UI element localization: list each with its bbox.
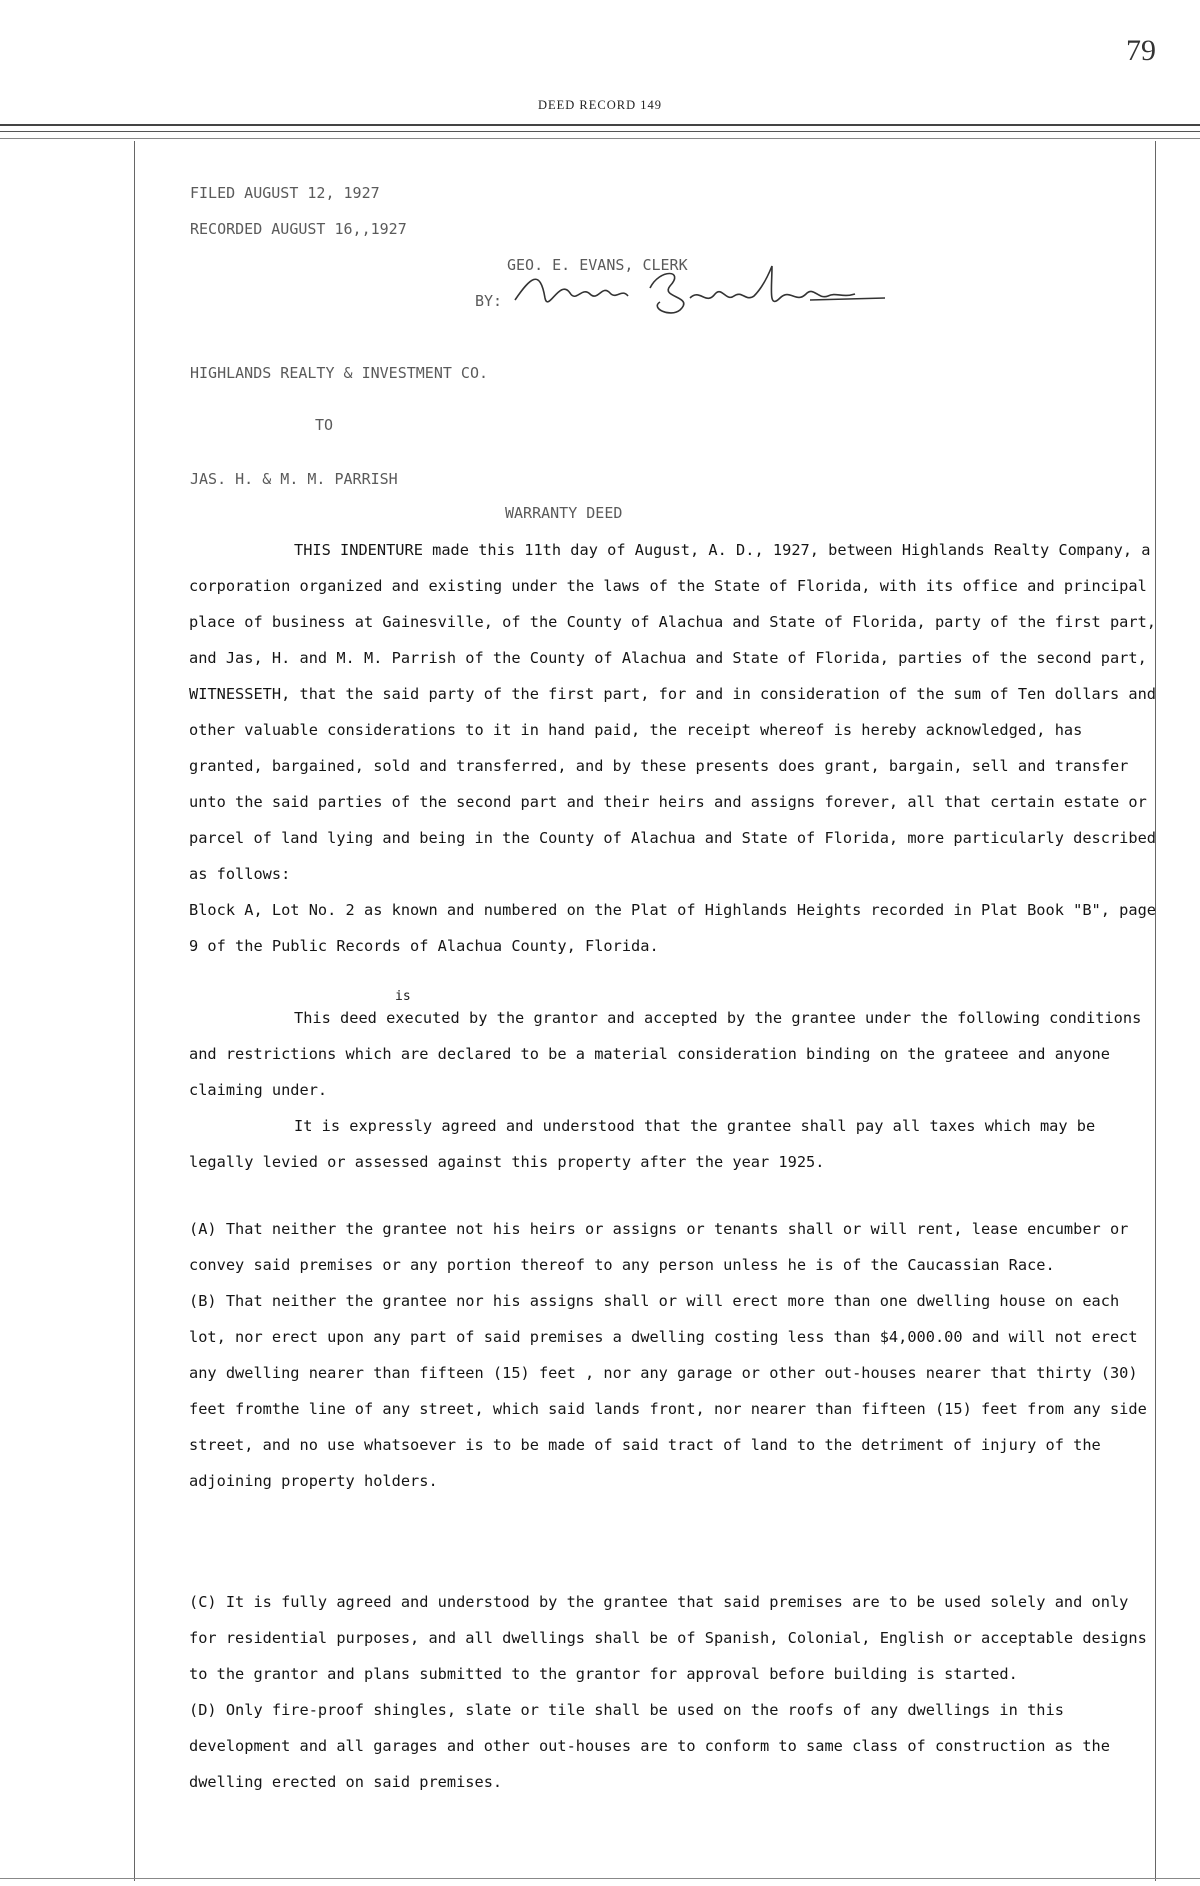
bottom-rule — [0, 1878, 1200, 1879]
conditions-paragraph: This deed executed by the grantor and accepted by the grantee under the following conditions and restrictions which are declared to be a material consideration binding on the grateee and anyone claiming under. — [189, 1009, 1142, 1099]
header-rule — [0, 138, 1200, 139]
by-label: BY: — [475, 292, 503, 310]
restriction-clauses-cont — [189, 1584, 1159, 1800]
to-label: TO — [315, 416, 334, 434]
taxes-paragraph: It is expressly agreed and understood that the grantee shall pay all taxes which may be legally levied or assessed against this property after the year 1925. — [189, 1117, 1096, 1171]
header-rule — [0, 124, 1200, 126]
deed-body-conditions — [189, 1000, 1159, 1180]
header-rule — [0, 131, 1200, 132]
clause-c: (C) It is fully agreed and understood by the grantee that said premises are to be used solely and only for residential purposes, and all dwellings shall be of Spanish, Colonial, English or acceptable designs to the grantor and plans submitted to the grantor for approval before building is started. — [189, 1593, 1147, 1683]
grantor-name: HIGHLANDS REALTY & INVESTMENT CO. — [190, 364, 489, 382]
deed-body — [189, 532, 1159, 964]
recorded-date: RECORDED AUGUST 16,,1927 — [190, 220, 407, 238]
clerk-name: GEO. E. EVANS, CLERK — [507, 256, 688, 274]
interlinear-insertion: is — [395, 989, 411, 1004]
restriction-clauses — [189, 1211, 1159, 1499]
clerk-signature — [510, 258, 890, 332]
property-description: Block A, Lot No. 2 as known and numbered on the Plat of Highlands Heights recorded in Plat Book "B", page 9 of the Public Records of Alachua County, Florida. — [189, 901, 1156, 955]
grantee-name: JAS. H. & M. M. PARRISH — [190, 470, 398, 488]
clause-a: (A) That neither the grantee not his heirs or assigns or tenants shall or will rent, lease encumber or convey said premises or any portion thereof to any person unless he is of the Caucassian Race. — [189, 1220, 1129, 1274]
signature-icon — [510, 258, 890, 328]
left-margin-line — [134, 141, 135, 1881]
deed-title: WARRANTY DEED — [505, 504, 623, 522]
indenture-paragraph: THIS INDENTURE made this 11th day of August, A. D., 1927, between Highlands Realty Company, a corporation organized and existing under the laws of the State of Florida, with its office and principal place of business at Gainesville, of the County of Alachua and State of Florida, party of the first part, and Jas, H. and M. M. Parrish of the County of Alachua and State of Florida, parties of the second part, WITNESSETH, that the said party of the first part, for and in consideration of the sum of Ten dollars and other valuable considerations to it in hand paid, the receipt whereof is hereby acknowledged, has granted, bargained, sold and transferred, and by these presents does grant, bargain, sell and transfer unto the said parties of the second part and their heirs and assigns forever, all that certain estate or parcel of land lying and being in the County of Alachua and State of Florida, more particularly described as follows: — [189, 541, 1156, 883]
clause-d: (D) Only fire-proof shingles, slate or tile shall be used on the roofs of any dwellings in this development and all garages and other out-houses are to conform to same class of construction as the dwelling erected on said premises. — [189, 1701, 1110, 1791]
book-header: DEED RECORD 149 — [537, 98, 663, 112]
filed-date: FILED AUGUST 12, 1927 — [190, 184, 380, 202]
clause-b: (B) That neither the grantee nor his assigns shall or will erect more than one dwelling house on each lot, nor erect upon any part of said premises a dwelling costing less than $4,000.00 and will not erect any dwelling nearer than fifteen (15) feet , nor any garage or other out-houses nearer that thirty (30) feet fromthe line of any street, which said lands front, nor nearer than fifteen (15) feet from any side street, and no use whatsoever is to be made of said tract of land to the detriment of injury of the adjoining property holders. — [189, 1292, 1147, 1490]
page-number: 79 — [1126, 34, 1156, 67]
